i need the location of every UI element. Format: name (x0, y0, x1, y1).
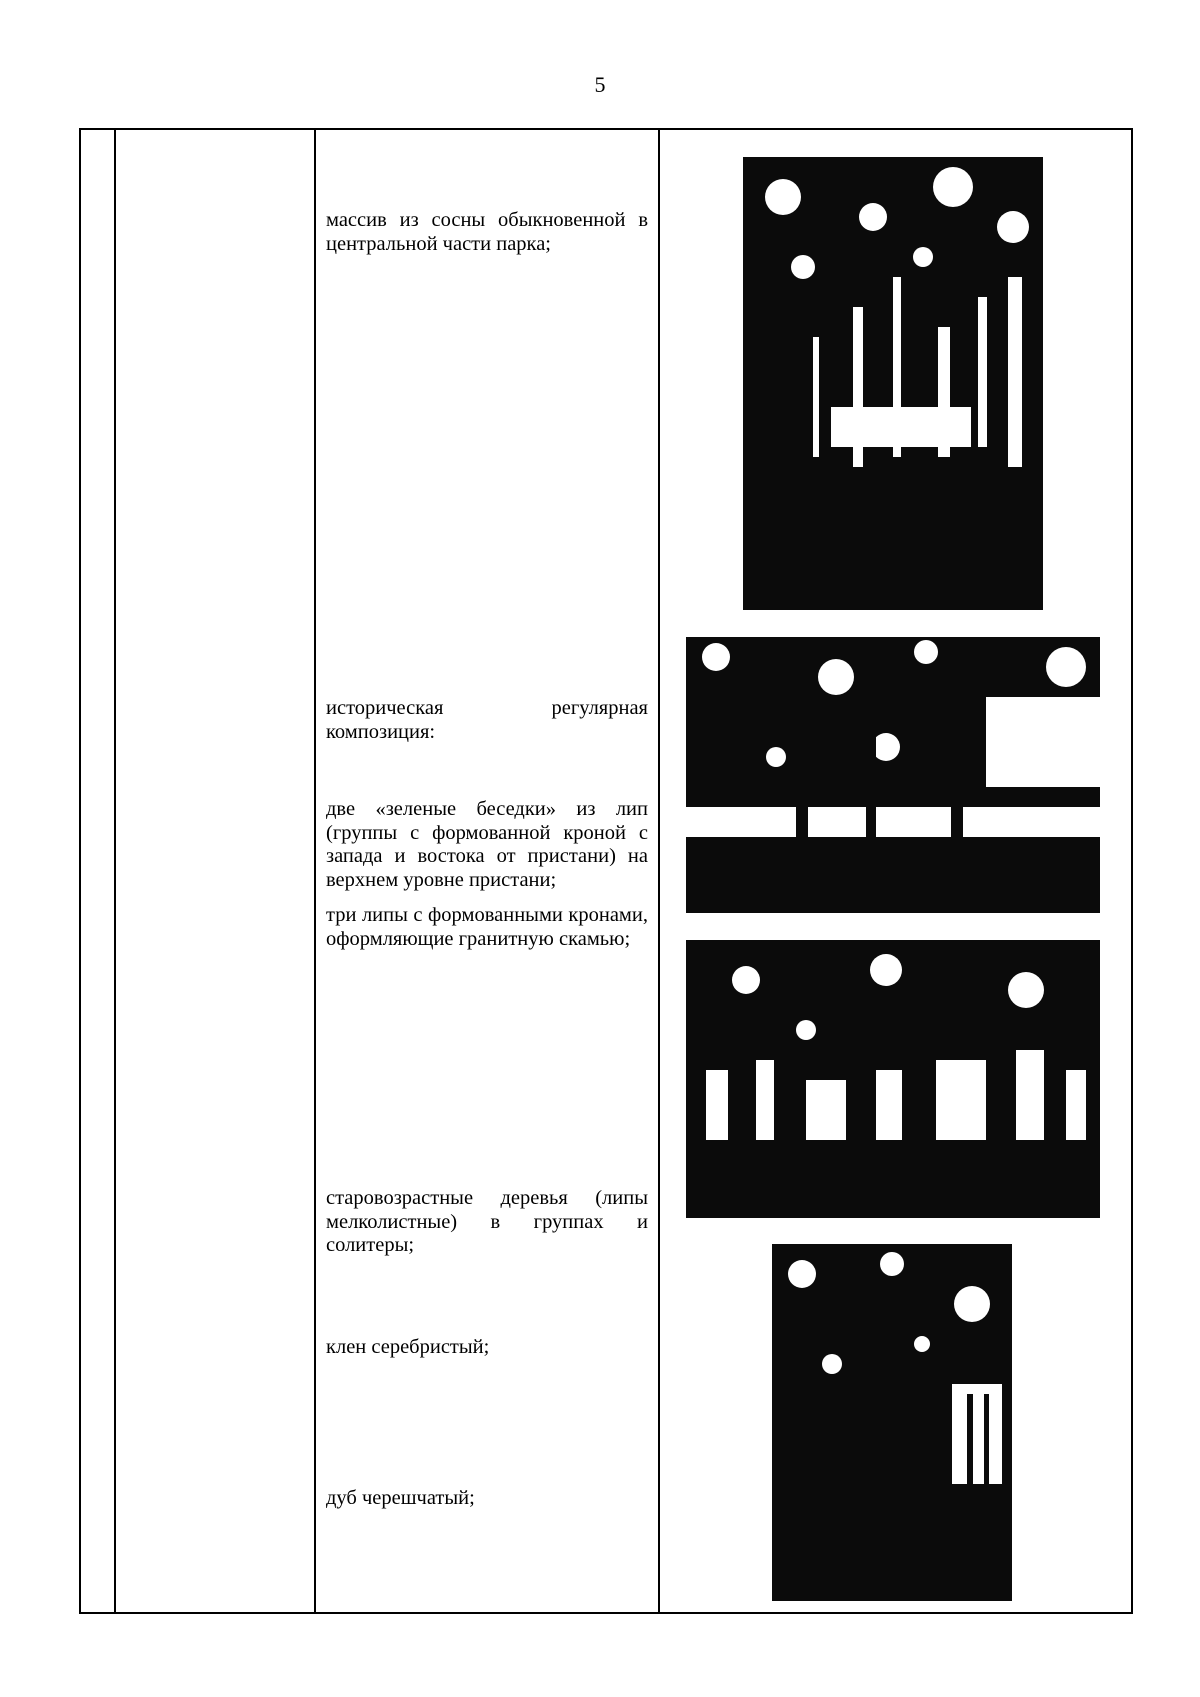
column-divider-2 (314, 128, 316, 1614)
linden-row-photo (686, 940, 1100, 1218)
description-english-oak: дуб черешчатый; (326, 1487, 475, 1509)
large-tree-photo (772, 1244, 1012, 1601)
pine-trees-photo (743, 157, 1043, 610)
table-right-border (1131, 128, 1133, 1614)
table-top-border (79, 128, 1133, 130)
description-old-trees: старовозрастные деревья (липы мелколистные) в группах и солитеры; (326, 1187, 648, 1256)
column-divider-3 (658, 128, 660, 1614)
column-divider-1 (114, 128, 116, 1614)
table-left-border (79, 128, 81, 1614)
table-bottom-border (79, 1612, 1133, 1614)
description-three-lindens: три липы с формованными кронами, оформляющие гранитную скамью; (326, 904, 648, 950)
page-number: 5 (594, 72, 606, 97)
description-pine-massif: массив из сосны обыкновенной в центральной части парка; (326, 209, 648, 255)
linden-trees-at-pier-photo (686, 637, 1100, 913)
description-green-gazebos: две «зеленые беседки» из лип (группы с формованной кроной с запада и востока от пристани) на верхнем уровне пристани; (326, 798, 648, 891)
description-silver-maple: клен серебристый; (326, 1336, 490, 1358)
description-regular-composition: историческая регулярная композиция: (326, 697, 648, 743)
